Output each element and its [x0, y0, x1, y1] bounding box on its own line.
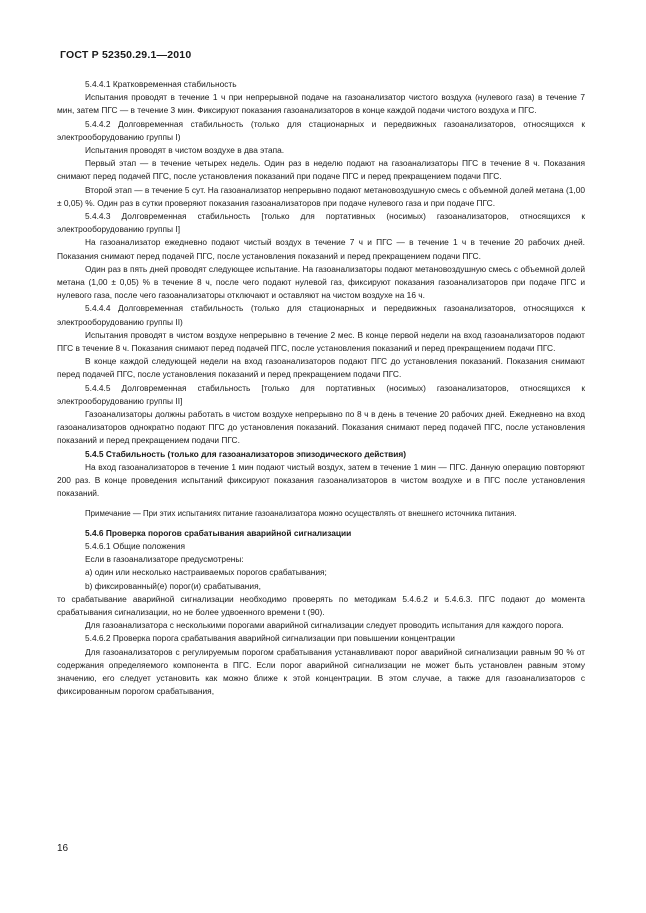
paragraph: Если в газоанализаторе предусмотрены:: [85, 554, 244, 565]
section-heading: 5.4.4.3 Долговременная стабильность [только для портативных (носимых) газоанализаторов, относящихся к электрооборудованию группы I]: [57, 211, 585, 235]
paragraph: На вход газоанализаторов в течение 1 мин подают чистый воздух, затем в течение 1 мин — ПГС. Данную операцию повторяют 200 раз. В конце проведения испытаний фиксируют показания газоанализаторов в чистом воздухе и в ПГС после установления показаний.: [57, 461, 585, 499]
document-body: [57, 78, 585, 698]
paragraph: то срабатывание аварийной сигнализации необходимо проверять по методикам 5.4.6.2 и 5.4.6.3. ПГС подают до момента срабатывания сигнализации, но не более удвоенного времени t (90).: [57, 593, 585, 617]
section-heading: 5.4.4.5 Долговременная стабильность [только для портативных (носимых) газоанализаторов, относящихся к электрооборудованию группы II]: [57, 382, 585, 406]
note: Примечание — При этих испытаниях питание газоанализатора можно осуществлять от внешнего источника питания.: [85, 508, 517, 518]
paragraph: На газоанализатор ежедневно подают чистый воздух в течение 7 ч и ПГС — в течение 1 ч в течение 20 рабочих дней. Показания снимают перед подачей ПГС, после установления показаний и перед прекращением подачи ПГС.: [57, 237, 585, 261]
section-heading: 5.4.6.2 Проверка порога срабатывания аварийной сигнализации при повышении концентрации: [85, 633, 455, 644]
list-item: b) фиксированный(е) порог(и) срабатывания,: [85, 580, 261, 591]
paragraph: Второй этап — в течение 5 сут. На газоанализатор непрерывно подают метановоздушную смесь с объемной долей метана (1,00 ± 0,05) %. Один раз в сутки проверяют показания газоанализаторов при подаче нулевого газа и при подаче ПГС.: [57, 184, 585, 208]
section-heading: 5.4.4.4 Долговременная стабильность (только для стационарных и передвижных газоанализаторов, относящихся к электрооборудованию группы II): [57, 303, 585, 327]
paragraph: Испытания проводят в течение 1 ч при непрерывной подаче на газоанализатор чистого воздуха (нулевого газа) в течение 7 мин, затем ПГС — в течение 3 мин. Фиксируют показания газоанализаторов в конце каждой подачи чистого воздуха и ПГС.: [57, 92, 585, 116]
list-item: а) один или несколько настраиваемых порогов срабатывания;: [85, 567, 327, 578]
document-header: ГОСТ Р 52350.29.1—2010: [60, 49, 192, 61]
section-heading-bold: 5.4.5 Стабильность (только для газоанализаторов эпизодического действия): [85, 448, 407, 459]
paragraph: Один раз в пять дней проводят следующее испытание. На газоанализаторы подают метановоздушную смесь с объемной долей метана (1,00 ± 0,05) % в течение 8 ч, после чего подают нулевой газ, фиксируют показания газоанализаторов при подаче ПГС и нулевого газа, после чего газоанализаторы отключают и оставляют на чистом воздухе на 16 ч.: [57, 263, 585, 301]
page-number: 16: [57, 843, 69, 854]
section-heading: 5.4.4.2 Долговременная стабильность (только для стационарных и передвижных газоанализаторов, относящихся к электрооборудованию группы I): [57, 118, 585, 142]
paragraph: Для газоанализатора с несколькими порогами аварийной сигнализации следует проводить испытания для каждого порога.: [85, 620, 564, 631]
paragraph: Первый этап — в течение четырех недель. Один раз в неделю подают на газоанализаторы ПГС в течение 8 ч. Показания снимают перед подачей ПГС, после установления показаний при подаче ПГС и перед прекращением подачи ПГС.: [57, 158, 585, 182]
paragraph: Испытания проводят в чистом воздухе в два этапа.: [85, 145, 285, 156]
paragraph: В конце каждой следующей недели на вход газоанализаторов подают ПГС до установления показаний. Показания снимают перед подачей ПГС, после установления показаний и перед прекращением подачи ПГС.: [57, 356, 585, 380]
paragraph: Газоанализаторы должны работать в чистом воздухе непрерывно по 8 ч в день в течение 20 рабочих дней. Ежедневно на вход газоанализаторов однократно подают ПГС до установления показаний. Показания снимают перед подачей ПГС, после установления показаний и перед прекращением подачи ПГС.: [57, 409, 585, 446]
paragraph: Для газоанализаторов с регулируемым порогом срабатывания устанавливают порог аварийной сигнализации равным 90 % от содержания определяемого компонента в ПГС. Если порог аварийной сигнализации не может быть установлен равным этому значению, его следует установить как можно ближе к этой концентрации. В этом случае, а также для газоанализаторов с фиксированным порогом срабатывания,: [57, 646, 585, 697]
section-heading: 5.4.6.1 Общие положения: [85, 540, 186, 551]
section-heading-bold: 5.4.6 Проверка порогов срабатывания аварийной сигнализации: [85, 527, 352, 538]
paragraph: Испытания проводят в чистом воздухе непрерывно в течение 2 мес. В конце первой недели на вход газоанализаторов подают ПГС в течение 8 ч. Показания снимают перед подачей ПГС, после установления показаний и перед прекращением подачи ПГС.: [57, 329, 585, 354]
section-heading: 5.4.4.1 Кратковременная стабильность: [85, 79, 237, 89]
